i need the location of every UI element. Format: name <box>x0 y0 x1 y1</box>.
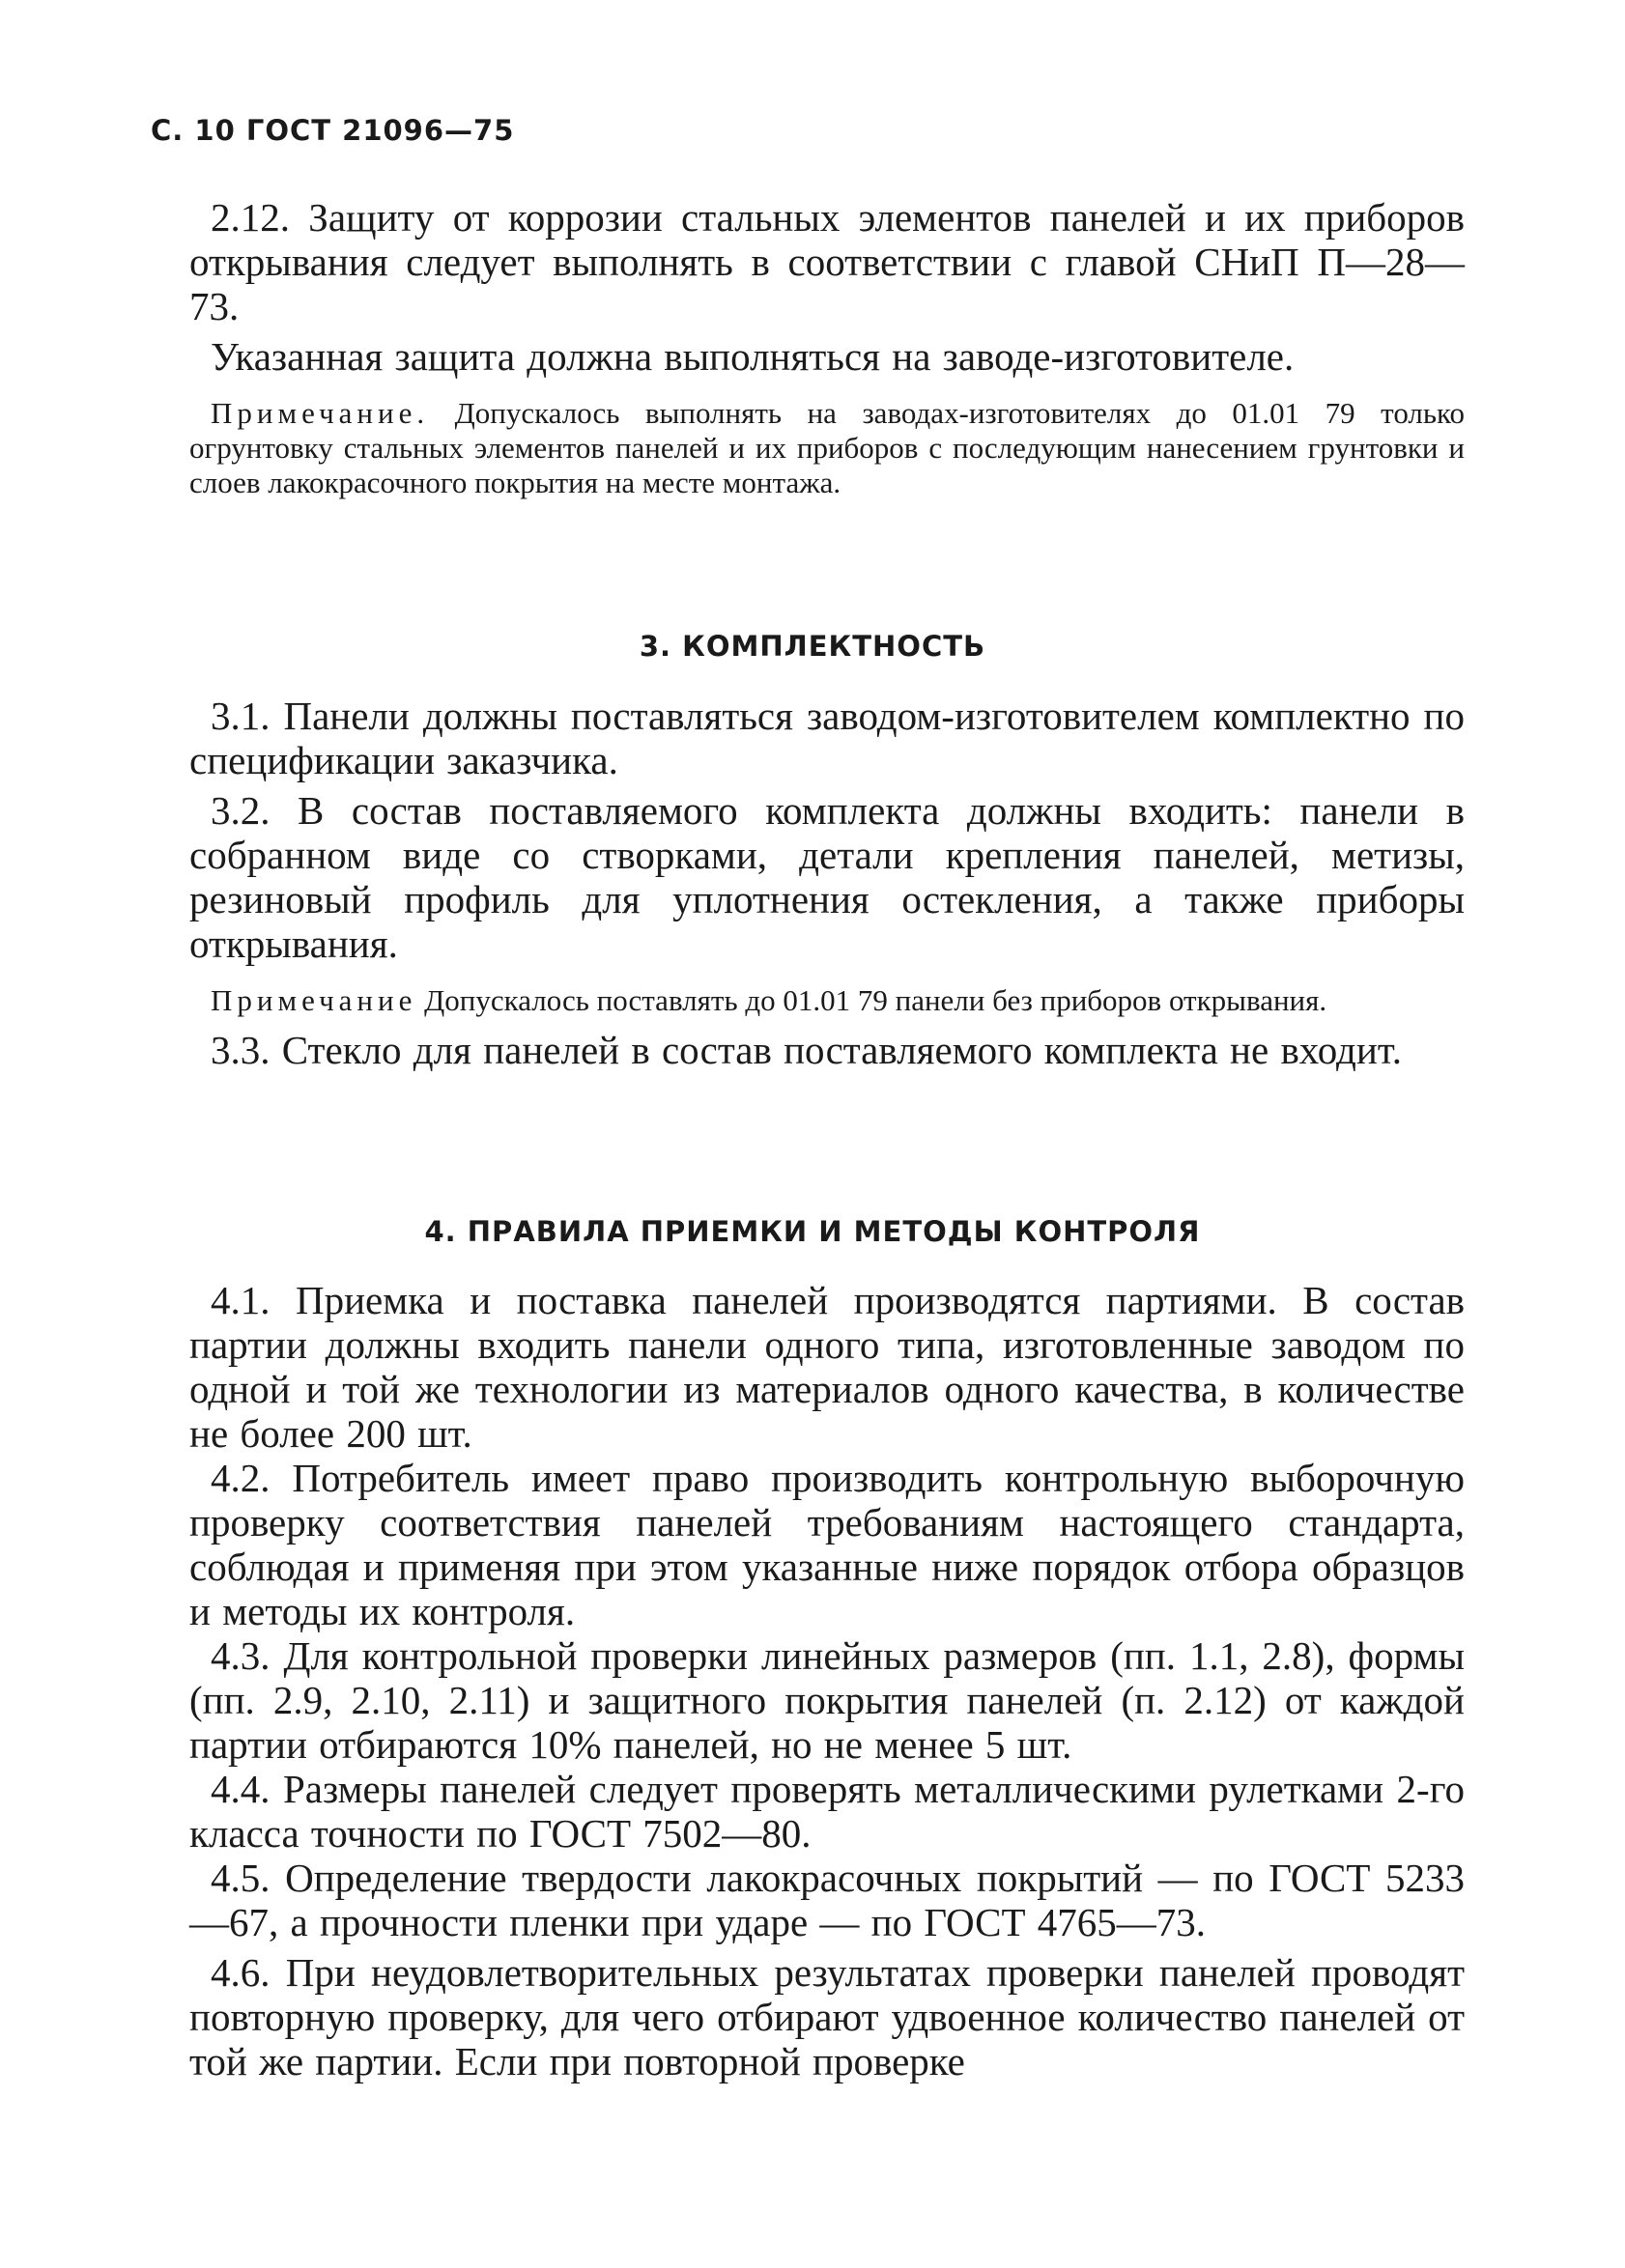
paragraph-3-2: 3.2. В состав поставляемого комплекта должны входить: панели в собранном виде со створками, детали крепления панелей, метизы, резиновый профиль для уплотнения остекления, а также приборы открывания. <box>189 788 1465 966</box>
section-4-heading: 4. ПРАВИЛА ПРИЕМКИ И МЕТОДЫ КОНТРОЛЯ <box>424 1215 1201 1248</box>
paragraph-4-4: 4.4. Размеры панелей следует проверять металлическими рулетками 2-го класса точности по ГОСТ 7502—80. <box>189 1767 1465 1856</box>
note-2 <box>189 983 1465 1018</box>
note-1 <box>189 396 1465 500</box>
paragraph-3-1: 3.1. Панели должны поставляться заводом-изготовителем комплектно по спецификации заказчика. <box>189 694 1465 782</box>
section-3-heading: 3. КОМПЛЕКТНОСТЬ <box>639 630 986 663</box>
paragraph-4-3: 4.3. Для контрольной проверки линейных размеров (пп. 1.1, 2.8), формы (пп. 2.9, 2.10, 2.11) и защитного покрытия панелей (п. 2.12) от каждой партии отбираются 10% панелей, но не менее 5 шт. <box>189 1633 1465 1767</box>
paragraph-4-5: 4.5. Определение твердости лакокрасочных покрытий — по ГОСТ 5233—67, а прочности пленки при ударе — по ГОСТ 4765—73. <box>189 1856 1465 1944</box>
paragraph-4-6: 4.6. При неудовлетворительных результатах проверки панелей проводят повторную проверку, для чего отбирают удвоенное количество панелей от той же партии. Если при повторной проверке <box>189 1950 1465 2084</box>
paragraph-3-3: 3.3. Стекло для панелей в состав поставляемого комплекта не входит. <box>211 1028 1402 1072</box>
section-3-body <box>189 694 1465 1072</box>
paragraph-2-12: 2.12. Защиту от коррозии стальных элементов панелей и их приборов открывания следует выполнять в соответствии с главой СНиП П—28—73. <box>189 195 1465 328</box>
page-header: С. 10 ГОСТ 21096—75 <box>151 114 515 147</box>
note-2-label: Примечание <box>211 983 417 1017</box>
clause-2-12 <box>189 195 1465 500</box>
paragraph-4-1: 4.1. Приемка и поставка панелей производятся партиями. В состав партии должны входить панели одного типа, изготовленные заводом по одной и той же технологии из материалов одного качества, в количестве не более 200 шт. <box>189 1278 1465 1456</box>
section-4-body <box>189 1278 1465 2084</box>
note-1-label: Примечание. <box>211 396 430 430</box>
paragraph-2-12-continued: Указанная защита должна выполняться на заводе-изготовителе. <box>211 334 1295 379</box>
paragraph-4-2: 4.2. Потребитель имеет право производить контрольную выборочную проверку соответствия панелей требованиям настоящего стандарта, соблюдая и применяя при этом указанные ниже порядок отбора образцов и методы их контроля. <box>189 1456 1465 1633</box>
note-2-text: Допускалось поставлять до 01.01 79 панели без приборов открывания. <box>424 983 1327 1017</box>
note-1-text: Допускалось выполнять на заводах-изготовителях до 01.01 79 только огрунтовку стальных элементов панелей и их приборов с последующим нанесением грунтовки и слоев лакокрасочного покрытия на месте монтажа. <box>189 396 1466 499</box>
